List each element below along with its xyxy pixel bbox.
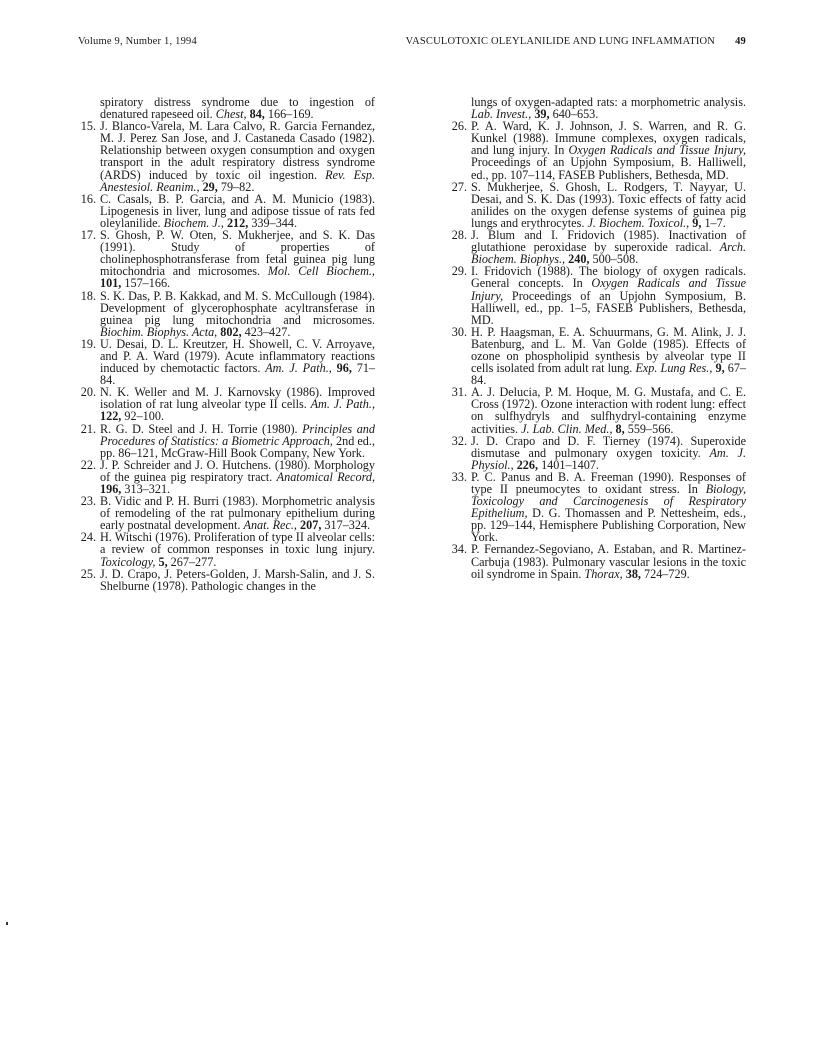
reference-pages: 724–729. xyxy=(640,566,690,581)
reference-continuation xyxy=(78,96,375,120)
reference-text: P. C. Panus and B. A. Freeman (1990). Responses of type II pneumocytes to oxidant stress. In xyxy=(471,469,746,496)
reference-item xyxy=(449,229,746,265)
reference-number: 15. xyxy=(80,119,96,134)
reference-text: S. Mukherjee, S. Ghosh, L. Rodgers, T. Nayyar, U. Desai, and S. K. Das (1993). Toxic effects of fatty acid anilides on the oxygen defense systems of guinea pig lungs and erythrocytes. xyxy=(471,179,746,230)
reference-pages: 2nd ed., pp. 86–121, McGraw-Hill Book Company, New York. xyxy=(100,433,375,460)
reference-number: 18. xyxy=(80,288,96,303)
reference-journal: Oxygen Radicals and Tissue Injury, xyxy=(471,276,746,303)
reference-volume: 226, xyxy=(516,457,539,472)
reference-number: 17. xyxy=(80,228,96,243)
reference-pages: 79–82. xyxy=(217,179,255,194)
reference-text: A. J. Delucia, P. M. Hoque, M. G. Mustafa, and C. E. Cross (1972). Ozone interaction with rodent lung: effect on sulfhydryls and sulfhydryl-containing enzyme activities. xyxy=(471,385,746,436)
reference-journal: Am. J. Path., xyxy=(265,361,332,376)
reference-number: 30. xyxy=(451,324,467,339)
reference-text: J. D. Crapo and D. F. Tierney (1974). Superoxide dismutase and pulmonary oxygen toxicity. xyxy=(471,433,746,460)
reference-pages: 71–84. xyxy=(100,361,375,388)
reference-journal: Oxygen Radicals and Tissue Injury, xyxy=(568,143,746,158)
reference-journal: Biochem. J., xyxy=(163,215,224,230)
reference-item xyxy=(449,543,746,579)
reference-pages: 1401–1407. xyxy=(538,457,599,472)
reference-text: J. P. Schreider and J. O. Hutchens. (1980). Morphology of the guinea pig respiratory tract. xyxy=(100,457,375,484)
journal-volume-issue: Volume 9, Number 1, 1994 xyxy=(78,36,197,47)
reference-text: I. Fridovich (1988). The biology of oxygen radicals. General concepts. In xyxy=(471,264,746,291)
reference-number: 31. xyxy=(451,385,467,400)
reference-journal: Toxicology, xyxy=(100,554,156,569)
reference-pages: 423–427. xyxy=(241,324,291,339)
reference-text: N. K. Weller and M. J. Karnovsky (1986). Improved isolation of rat lung alveolar type II cells. xyxy=(100,385,375,412)
reference-number: 33. xyxy=(451,469,467,484)
reference-text: C. Casals, B. P. Garcia, and A. M. Municio (1983). Lipogenesis in liver, lung and adipose tissue of rats fed oleylanilide. xyxy=(100,191,375,230)
reference-number: 29. xyxy=(451,264,467,279)
reference-volume: 122, xyxy=(100,409,122,424)
reference-volume: 5, xyxy=(158,554,168,569)
reference-volume: 9, xyxy=(692,215,702,230)
reference-journal: J. Biochem. Toxicol., xyxy=(587,215,690,230)
reference-item xyxy=(78,193,375,229)
reference-pages: D. G. Thomassen and P. Nettesheim, eds., pp. 129–144, Hemisphere Publishing Corporation, New York. xyxy=(471,506,746,545)
reference-journal: J. Lab. Clin. Med., xyxy=(521,421,613,436)
reference-text: J. Blanco-Varela, M. Lara Calvo, R. Garcia Fernandez, M. J. Perez San Jose, and J. Castaneda Casado (1982). Relationship between oxygen consumption and oxygen transport in the adult respiratory distress syndrome (ARDS) induced by toxic oil ingestion. xyxy=(100,119,375,182)
reference-pages: 92–100. xyxy=(121,409,164,424)
reference-volume: 9, xyxy=(715,361,725,376)
reference-pages: 157–166. xyxy=(121,276,171,291)
scan-speck xyxy=(6,922,8,925)
reference-pages: 559–566. xyxy=(624,421,674,436)
reference-text: J. D. Crapo, J. Peters-Golden, J. Marsh-Salin, and J. S. Shelburne (1978). Pathologic changes in the xyxy=(100,566,375,593)
reference-volume: 196, xyxy=(100,482,122,496)
reference-pages: 1–7. xyxy=(701,215,726,230)
reference-text: S. Ghosh, P. W. Oten, S. Mukherjee, and S. K. Das (1991). Study of properties of cholinephosphotransferase from fetal guinea pig lung mitochondria and microsomes. xyxy=(100,228,375,279)
reference-journal: Lab. Invest., xyxy=(471,107,532,122)
reference-item xyxy=(78,120,375,193)
reference-item xyxy=(449,265,746,325)
reference-number: 24. xyxy=(80,530,96,545)
reference-item xyxy=(449,386,746,434)
reference-text: P. A. Ward, K. J. Johnson, J. S. Warren, and R. G. Kunkel (1988). Immune complexes, oxygen radicals, and lung injury. In xyxy=(471,119,746,158)
reference-pages: 500–508. xyxy=(589,252,639,267)
reference-text: B. Vidic and P. H. Burri (1983). Morphometric analysis of remodeling of the rat pulmonary epithelium during early postnatal development. xyxy=(100,494,375,533)
reference-number: 26. xyxy=(451,119,467,134)
reference-volume: 84, xyxy=(249,107,265,122)
reference-journal: Anat. Rec., xyxy=(243,518,297,533)
reference-number: 22. xyxy=(80,457,96,472)
running-head xyxy=(70,36,746,50)
reference-item xyxy=(449,120,746,180)
reference-item xyxy=(78,290,375,338)
reference-pages: 313–321. xyxy=(121,482,171,496)
reference-pages: 640–653. xyxy=(549,107,599,122)
reference-number: 16. xyxy=(80,191,96,206)
reference-volume: 101, xyxy=(100,276,122,291)
reference-number: 27. xyxy=(451,179,467,194)
reference-text: S. K. Das, P. B. Kakkad, and M. S. McCullough (1984). Development of glycerophosphate acyltransferase in guinea pig lung mitochondria and microsomes. xyxy=(100,288,375,327)
reference-item xyxy=(78,495,375,531)
reference-text: J. Blum and I. Fridovich (1985). Inactivation of glutathione peroxidase by superoxide radical. xyxy=(471,228,746,255)
reference-volume: 207, xyxy=(300,518,322,533)
reference-number: 28. xyxy=(451,228,467,243)
running-title-text: VASCULOTOXIC OLEYLANILIDE AND LUNG INFLAMMATION xyxy=(405,36,716,47)
reference-journal: Anatomical Record, xyxy=(276,469,375,484)
reference-item xyxy=(449,181,746,229)
reference-journal: Biology, Toxicology and Carcinogenesis of Respiratory Epithelium, xyxy=(471,482,746,521)
reference-volume: 96, xyxy=(336,361,352,376)
reference-item xyxy=(78,423,375,459)
reference-item xyxy=(78,459,375,495)
reference-text: H. Witschi (1976). Proliferation of type II alveolar cells: a review of common responses in toxic lung injury. xyxy=(100,530,375,557)
reference-item xyxy=(78,568,375,592)
reference-volume: 212, xyxy=(226,215,249,230)
reference-volume: 8, xyxy=(615,421,625,436)
reference-number: 20. xyxy=(80,385,96,400)
reference-pages: 339–344. xyxy=(248,215,298,230)
reference-journal: Principles and Procedures of Statistics: a Biometric Approach, xyxy=(100,421,375,448)
reference-pages: 166–169. xyxy=(264,107,314,122)
page-number: 49 xyxy=(735,36,746,47)
reference-number: 32. xyxy=(451,433,467,448)
reference-pages: Proceedings of an Upjohn Symposium, B. Halliwell, ed., pp. 107–114, FASEB Publishers, Bethesda, MD. xyxy=(471,155,746,182)
reference-journal: Am. J. Path., xyxy=(310,397,375,412)
reference-continuation xyxy=(449,96,746,120)
reference-item xyxy=(78,386,375,422)
reference-volume: 38, xyxy=(625,566,641,581)
reference-journal: Biochim. Biophys. Acta, xyxy=(100,324,218,339)
reference-volume: 39, xyxy=(534,107,550,122)
reference-journal: Mol. Cell Biochem., xyxy=(267,264,375,279)
reference-journal: Exp. Lung Res., xyxy=(635,361,713,376)
reference-journal: Chest, xyxy=(215,107,247,122)
reference-pages: 67–84. xyxy=(471,361,747,388)
reference-number: 23. xyxy=(80,494,96,509)
reference-number: 19. xyxy=(80,336,96,351)
references-right-column xyxy=(449,96,746,580)
reference-journal: Arch. Biochem. Biophys., xyxy=(471,240,746,267)
reference-number: 25. xyxy=(80,566,96,581)
reference-volume: 240, xyxy=(568,252,590,267)
reference-journal: Am. J. Physiol., xyxy=(471,445,747,472)
reference-item xyxy=(78,229,375,289)
reference-journal: Rev. Esp. Anestesiol. Reanim., xyxy=(100,167,376,194)
reference-pages: Proceedings of an Upjohn Symposium, B. Halliwell, ed., pp. 1–5, FASEB Publishers, Bethesda, MD. xyxy=(471,288,746,327)
reference-item xyxy=(449,326,746,386)
reference-text: R. G. D. Steel and J. H. Torrie (1980). xyxy=(100,421,303,436)
reference-journal: Thorax, xyxy=(584,566,623,581)
reference-text: lungs of oxygen-adapted rats: a morphometric analysis. xyxy=(471,95,746,109)
reference-text: spiratory distress syndrome due to ingestion of denatured rapeseed oil. xyxy=(100,95,375,122)
reference-text: P. Fernandez-Segoviano, A. Estaban, and R. Martinez-Carbuja (1983). Pulmonary vascular lesions in the toxic oil syndrome in Spain. xyxy=(471,542,746,581)
reference-pages: 317–324. xyxy=(321,518,371,533)
reference-text: H. P. Haagsman, E. A. Schuurmans, G. M. Alink, J. J. Batenburg, and L. M. Van Golde (1985). Effects of ozone on phospholipid synthesis by alveolar type II cells isolated from adult rat lung. xyxy=(471,324,746,376)
reference-item xyxy=(78,338,375,386)
reference-volume: 802, xyxy=(220,324,242,339)
reference-pages: 267–277. xyxy=(167,554,217,569)
reference-item xyxy=(449,435,746,471)
references-left-column xyxy=(78,96,375,592)
reference-volume: 29, xyxy=(202,179,218,194)
reference-item xyxy=(78,531,375,567)
reference-number: 21. xyxy=(80,421,96,436)
running-title xyxy=(406,36,746,47)
reference-item xyxy=(449,471,746,544)
reference-text: U. Desai, D. L. Kreutzer, H. Showell, C. V. Arroyave, and P. A. Ward (1979). Acute inflammatory reactions induced by chemotactic factors. xyxy=(100,336,375,376)
reference-number: 34. xyxy=(451,542,467,557)
